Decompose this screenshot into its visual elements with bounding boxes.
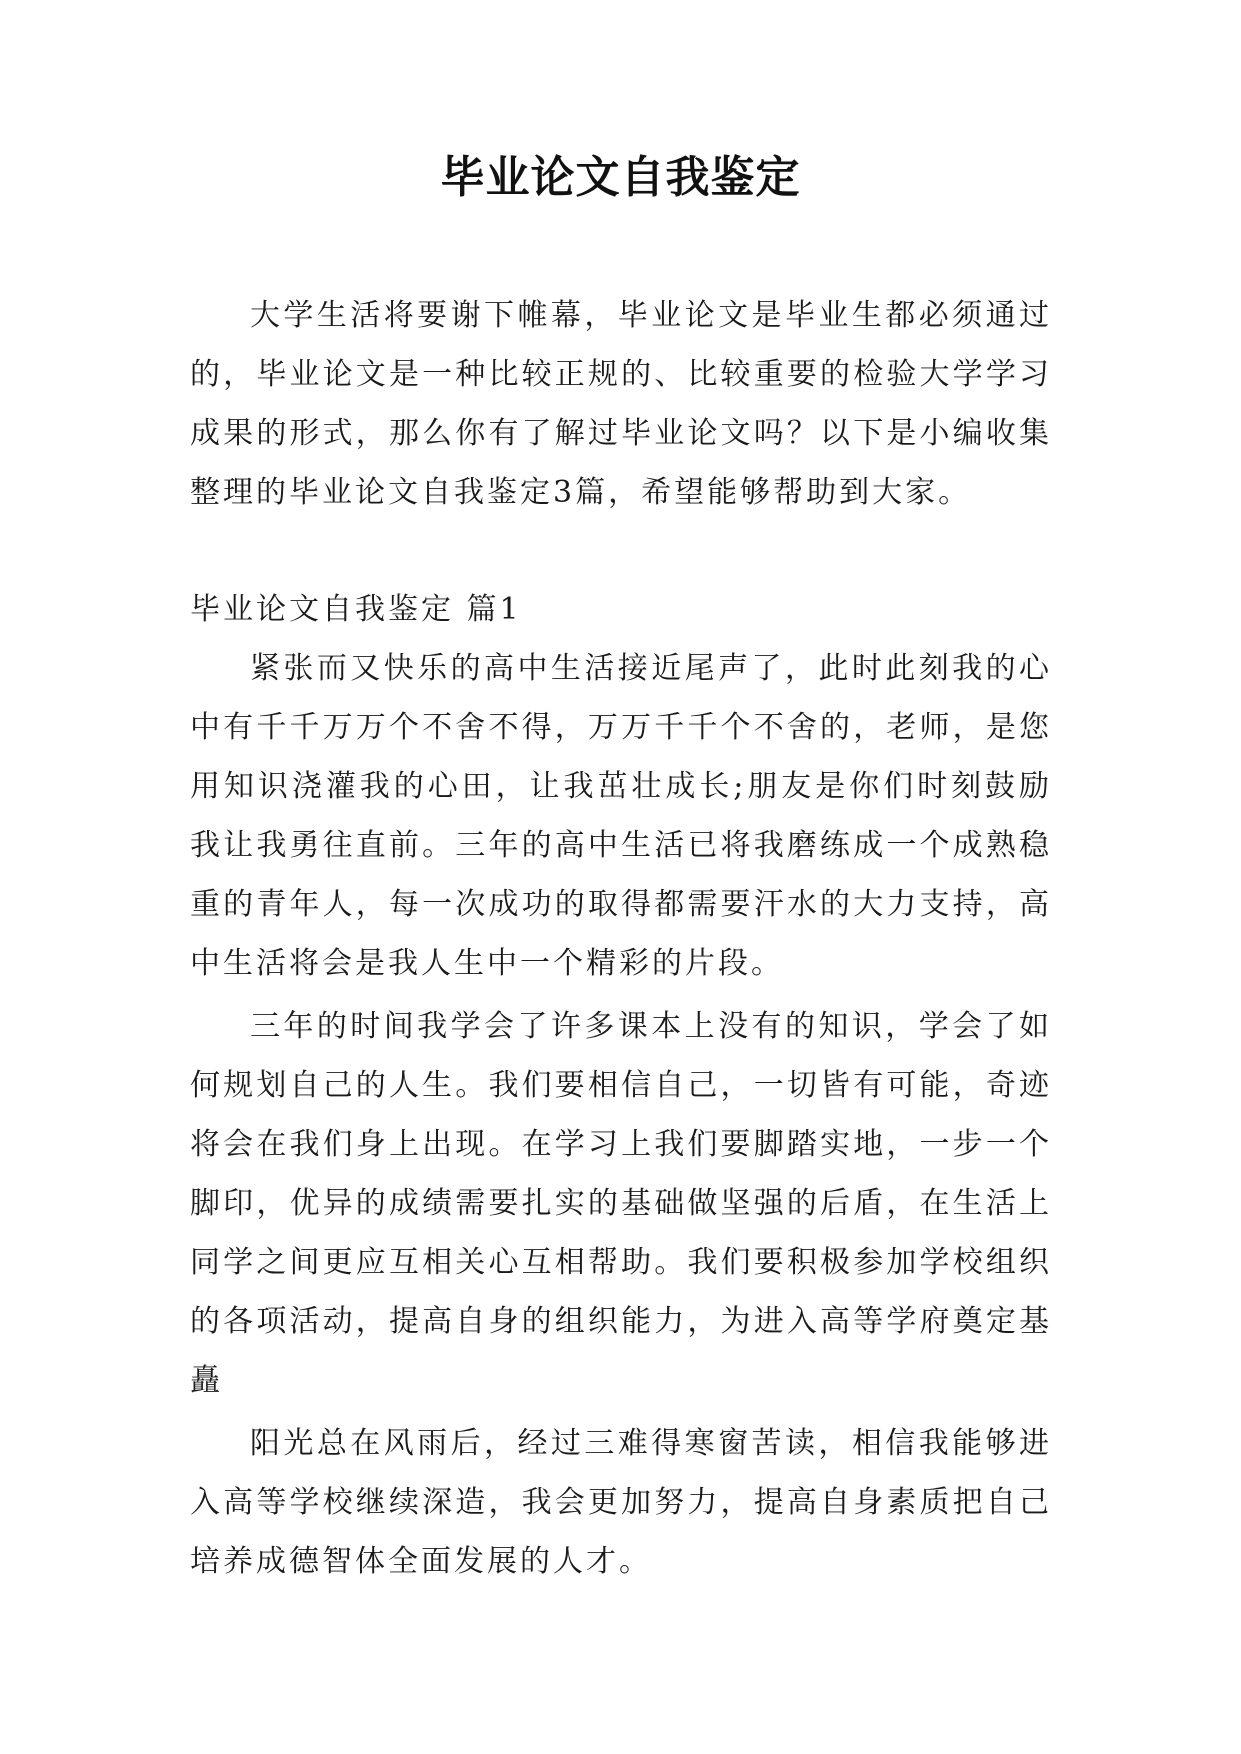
section-1 — [190, 580, 1052, 1591]
body-paragraph-3: 阳光总在风雨后，经过三难得寒窗苦读，相信我能够进入高等学校继续深造，我会更加努力，提高自身素质把自己培养成德智体全面发展的人才。 — [190, 1426, 1052, 1579]
intro-paragraph: 大学生活将要谢下帷幕，毕业论文是毕业生都必须通过的，毕业论文是一种比较正规的、比较重要的检验大学学习成果的形式，那么你有了解过毕业论文吗？以下是小编收集整理的毕业论文自我鉴定3篇，希望能够帮助到大家。 — [190, 298, 1052, 510]
body-paragraph-2: 三年的时间我学会了许多课本上没有的知识，学会了如何规划自己的人生。我们要相信自己，一切皆有可能，奇迹将会在我们身上出现。在学习上我们要脚踏实地，一步一个脚印，优异的成绩需要扎实的基础做坚强的后盾，在生活上同学之间更应互相关心互相帮助。我们要积极参加学校组织的各项活动，提高自身的组织能力，为进入高等学府奠定基矗 — [190, 1009, 1052, 1398]
intro-block — [190, 286, 1052, 522]
body-paragraph-1: 紧张而又快乐的高中生活接近尾声了，此时此刻我的心中有千千万万个不舍不得，万万千千个不舍的，老师，是您用知识浇灌我的心田，让我茁壮成长;朋友是你们时刻鼓励我让我勇往直前。三年的高中生活已将我磨练成一个成熟稳重的青年人，每一次成功的取得都需要汗水的大力支持，高中生活将会是我人生中一个精彩的片段。 — [190, 651, 1052, 981]
section-heading: 毕业论文自我鉴定 篇1 — [190, 592, 522, 627]
document-title: 毕业论文自我鉴定 — [440, 152, 801, 203]
